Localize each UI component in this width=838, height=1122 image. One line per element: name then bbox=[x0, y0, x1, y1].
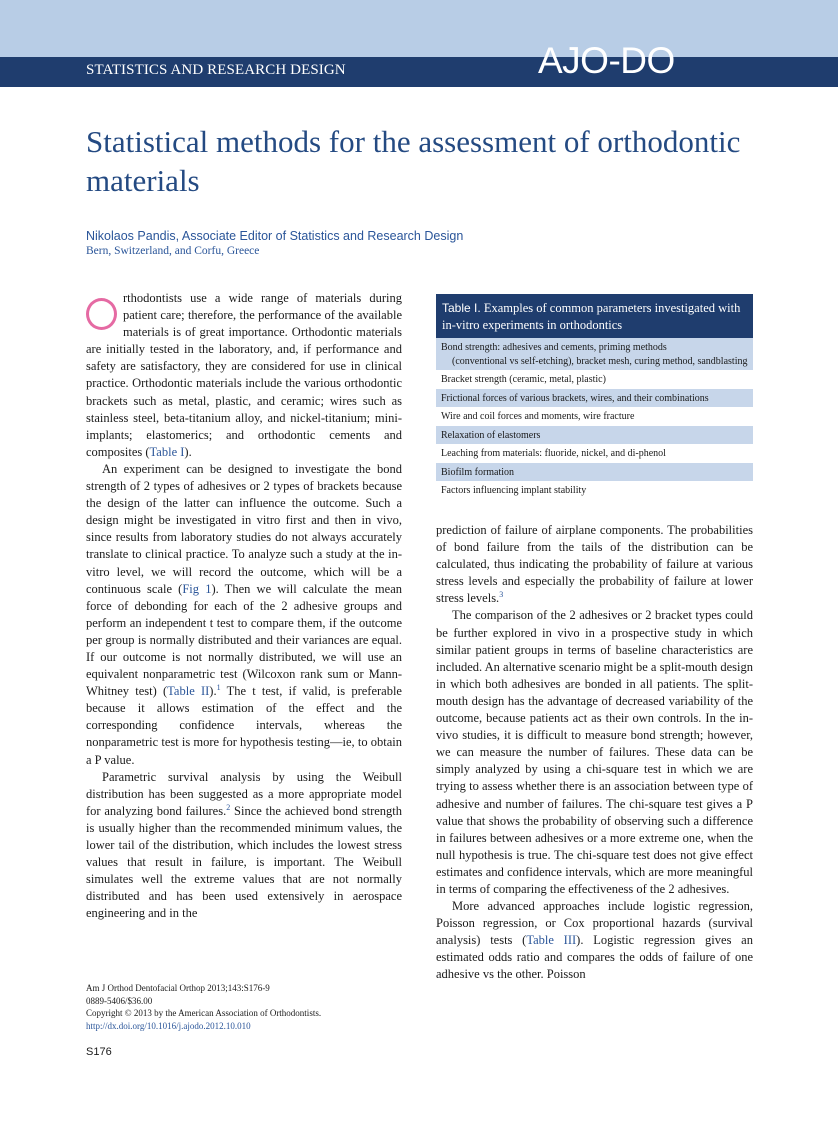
journal-logo: AJO-DO bbox=[538, 40, 675, 81]
table-1 bbox=[436, 294, 753, 500]
citation-2-link[interactable]: 2 bbox=[226, 802, 231, 812]
article-title: Statistical methods for the assessment of orthodontic materials bbox=[86, 124, 741, 198]
table-row: Bracket strength (ceramic, metal, plastic) bbox=[441, 374, 606, 385]
left-column bbox=[86, 290, 402, 922]
page-number: S176 bbox=[86, 1046, 112, 1058]
table-row: Relaxation of elastomers bbox=[436, 426, 753, 445]
citation-3-link[interactable]: 3 bbox=[499, 590, 504, 600]
copyright: Copyright © 2013 by the American Association of Orthodontists. bbox=[86, 1008, 322, 1018]
table-1-caption bbox=[436, 294, 753, 338]
table-row: Frictional forces of various brackets, wires, and their combinations bbox=[436, 389, 753, 408]
table-row: Bond strength: adhesives and cements, priming methods (conventional vs self-etching), bracket mesh, curing method, sandblasting bbox=[436, 338, 753, 370]
paragraph: The comparison of the 2 adhesives or 2 bracket types could be further explored in vivo in a prospective study in which similar patient groups in terms of baseline characteristics are included. An alternative scenario might be a split-mouth design in which both adhesives are bonded in all patients. The split-mouth design has the advantage of decreased variability of the outcome, because patients act as their own controls. In the in-vivo studies, it is difficult to measure bond strength; however, we can measure the number of failures. These data can be simply analyzed by using a chi-square test in which we are trying to assess whether there is an association between type of adhesive and number of failures. The chi-square test gives a P value that shows the probability of observing such a difference in failures between adhesives or a more extreme one, when the null hypothesis is true. The chi-square test does not give effect estimates and confidence intervals, which are more meaningful in terms of comparing the effectiveness of the 2 adhesives. bbox=[436, 608, 753, 896]
paragraph: prediction of failure of airplane components. The probabilities of bond failure from the tails of the distribution can be calculated, thus indicating the probability of failure at various stress levels and especially the probability of failure at lower stress levels.$^3$ bbox=[436, 523, 753, 606]
paragraph: Parametric survival analysis by using the Weibull distribution has been suggested as a more appropriate model for analyzing bond failures.$^2$ Since the achieved bond strength is usually higher than the recommended minimum values, the lower tail of the distribution, which includes the lowest stress values that result in failure, is important. The Weibull simulates well the extreme values that are not normally distributed and has been used extensively in aerospace engineering and in the bbox=[86, 769, 402, 921]
table-row: Biofilm formation bbox=[436, 463, 753, 482]
doi-link[interactable]: http://dx.doi.org/10.1016/j.ajodo.2012.10.010 bbox=[86, 1020, 251, 1031]
table-3-link[interactable]: Table III bbox=[526, 933, 577, 948]
right-column bbox=[436, 522, 753, 984]
header-band bbox=[0, 0, 838, 57]
paragraph: rthodontists use a wide range of materials during patient care; therefore, the performance of the available materials is of great importance. Orthodontic materials are initially tested in the laboratory, and, if performance and safety are satisfactory, they are considered for use in clinical practice. Orthodontic materials include the various orthodontic brackets such as metal, plastic, and ceramic; wires such as stainless steel, beta-titanium alloy, and nickel-titanium; mini-implants; elastomerics; and orthodontic cements and composites (Table I). bbox=[86, 291, 402, 459]
section-label: STATISTICS AND RESEARCH DESIGN bbox=[86, 62, 346, 78]
journal-citation: Am J Orthod Dentofacial Orthop 2013;143:S176-9 bbox=[86, 983, 270, 993]
figure-1-link[interactable]: Fig 1 bbox=[182, 581, 212, 596]
paragraph: An experiment can be designed to investigate the bond strength of 2 types of adhesives or 2 types of brackets because the design of the latter can influence the outcome. Such a design might be investigated in vitro first and then in vivo, since results from laboratory studies do not always accurately translate to clinical practice. To analyze such a study at the in-vitro level, we will record the outcome, which will be a continuous scale (Fig 1). Then we will calculate the mean force of debonding for each of the 2 adhesive groups and perform an independent t test to compare them, if the outcome per group is normally distributed and their variances are equal. If our outcome is not normally distributed, we will use an equivalent nonparametric test (Wilcoxon rank sum or Mann-Whitney test) (Table II).$^1$ The t test, if valid, is preferable because it allows estimation of the effect and the corresponding confidence intervals, whereas the nonparametric test is more for hypothesis testing—ie, to obtain a P value. bbox=[86, 461, 402, 767]
author-location: Bern, Switzerland, and Corfu, Greece bbox=[86, 245, 260, 257]
table-row: Wire and coil forces and moments, wire fracture bbox=[441, 411, 635, 422]
table-label: Table I. bbox=[442, 301, 481, 315]
table-title: Examples of common parameters investigated with in-vitro experiments in orthodontics bbox=[442, 301, 741, 332]
table-row: Leaching from materials: fluoride, nickel, and di-phenol bbox=[441, 448, 666, 459]
issn: 0889-5406/$36.00 bbox=[86, 995, 153, 1006]
paragraph: More advanced approaches include logistic regression, Poisson regression, or Cox proportional hazards (survival analysis) tests (Table III). Logistic regression gives an estimated odds ratio and compares the odds of failure of one adhesive vs the other. Poisson bbox=[436, 899, 753, 982]
citation-1-link[interactable]: 1 bbox=[216, 683, 221, 692]
author-line: Nikolaos Pandis, Associate Editor of Statistics and Research Design bbox=[86, 229, 464, 243]
table-2-link[interactable]: Table II bbox=[167, 684, 210, 699]
table-row: Factors influencing implant stability bbox=[441, 485, 587, 496]
footer-citation bbox=[86, 982, 406, 1032]
dropcap-o-icon bbox=[86, 298, 117, 330]
table-1-link[interactable]: Table I bbox=[149, 444, 185, 459]
